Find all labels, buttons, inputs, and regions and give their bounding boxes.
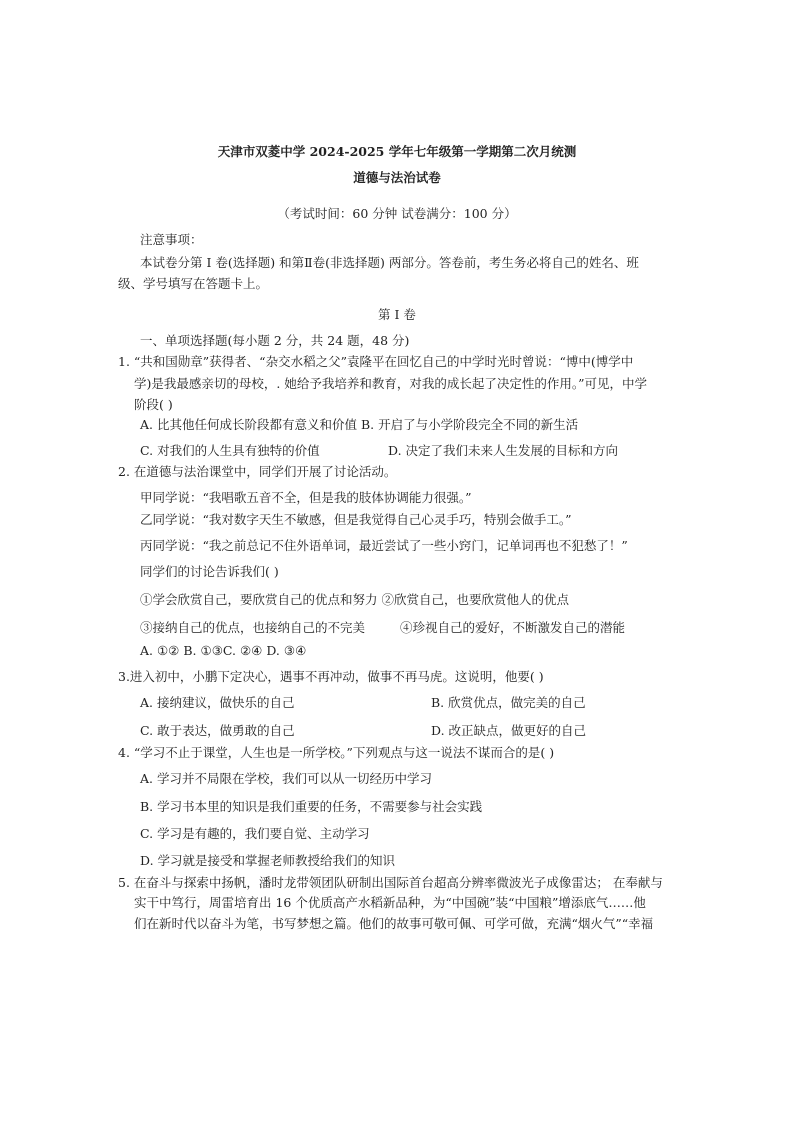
notice-line-1: 本试卷分第 I 卷(选择题) 和第Ⅱ卷(非选择题) 两部分。答卷前，考生务必将自己的姓名、班 xyxy=(140,255,639,270)
q5-line-2: 实干中笃行，周雷培育出 16 个优质高产水稻新品种，为“中国碗”装“中国粮”增添底气……他 xyxy=(134,895,646,910)
q5-line-3: 们在新时代以奋斗为笔，书写梦想之篇。他们的故事可敬可佩、可学可做，充满“烟火气”“幸福 xyxy=(134,916,654,931)
notice-label: 注意事项： xyxy=(140,232,203,247)
q2-statement-2: 乙同学说：“我对数字天生不敏感，但是我觉得自己心灵手巧，特别会做手工。” xyxy=(140,512,572,527)
q4-option-a: A. 学习并不局限在学校，我们可以从一切经历中学习 xyxy=(140,771,432,786)
q2-items-1-2: ①学会欣赏自己，要欣赏自己的优点和努力 ②欣赏自己，也要欣赏他人的优点 xyxy=(140,592,569,607)
q1-line-2: 学)是我最感亲切的母校，. 她给予我培养和教育，对我的成长起了决定性的作用。”可见，中学 xyxy=(134,376,647,391)
q4-option-b: B. 学习书本里的知识是我们重要的任务，不需要参与社会实践 xyxy=(140,799,483,814)
part-title: 第 I 卷 xyxy=(378,307,416,322)
exam-subject: 道德与法治试卷 xyxy=(353,170,441,185)
q3-stem: 3.进入初中，小鹏下定决心，遇事不再冲动，做事不再马虎。这说明，他要( ) xyxy=(118,669,544,684)
q3-option-b: B. 欣赏优点，做完美的自己 xyxy=(431,695,586,710)
q1-line-3: 阶段( ) xyxy=(134,397,173,412)
section-heading: 一、单项选择题(每小题 2 分，共 24 题，48 分) xyxy=(140,333,410,348)
q4-option-c: C. 学习是有趣的，我们要自觉、主动学习 xyxy=(140,826,370,841)
q2-item-3: ③接纳自己的优点，也接纳自己的不完美 xyxy=(140,620,366,635)
q1-option-ab: A. 比其他任何成长阶段都有意义和价值 B. 开启了与小学阶段完全不同的新生活 xyxy=(140,417,579,432)
exam-title: 天津市双菱中学 2024-2025 学年七年级第一学期第二次月统测 xyxy=(217,144,577,159)
q2-stem: 2. 在道德与法治课堂中，同学们开展了讨论活动。 xyxy=(118,464,397,479)
q4-stem: 4. “学习不止于课堂，人生也是一所学校。”下列观点与这一说法不谋而合的是( ) xyxy=(118,745,555,760)
q3-option-c: C. 敢于表达，做勇敢的自己 xyxy=(140,723,295,738)
q3-option-a: A. 接纳建议，做快乐的自己 xyxy=(140,695,295,710)
q5-line-1: 5. 在奋斗与探索中扬帆，潘时龙带领团队研制出国际首台超高分辨率微波光子成像雷达； 在奉献与 xyxy=(118,875,663,890)
q2-statement-1: 甲同学说：“我唱歌五音不全，但是我的肢体协调能力很强。” xyxy=(140,490,472,505)
q2-ask: 同学们的讨论告诉我们( ) xyxy=(140,564,279,579)
q1-line-1: 1. “共和国勋章”获得者、“杂交水稻之父”袁隆平在回忆自己的中学时光时曾说：“博中(博学中 xyxy=(118,354,634,369)
q2-item-4: ④珍视自己的爱好，不断激发自己的潜能 xyxy=(400,620,626,635)
q1-option-d: D. 决定了我们未来人生发展的目标和方向 xyxy=(388,443,619,458)
q1-option-c: C. 对我们的人生具有独特的价值 xyxy=(140,443,320,458)
q3-option-d: D. 改正缺点，做更好的自己 xyxy=(431,723,587,738)
exam-info: （考试时间：60 分钟 试卷满分：100 分） xyxy=(277,206,517,221)
q2-options: A. ①② B. ①③C. ②④ D. ③④ xyxy=(140,643,307,658)
q4-option-d: D. 学习就是接受和掌握老师教授给我们的知识 xyxy=(140,853,396,868)
q2-statement-3: 丙同学说：“我之前总记不住外语单词，最近尝试了一些小窍门，记单词再也不犯愁了！” xyxy=(140,538,628,553)
notice-line-2: 级、学号填写在答题卡上。 xyxy=(118,276,269,291)
